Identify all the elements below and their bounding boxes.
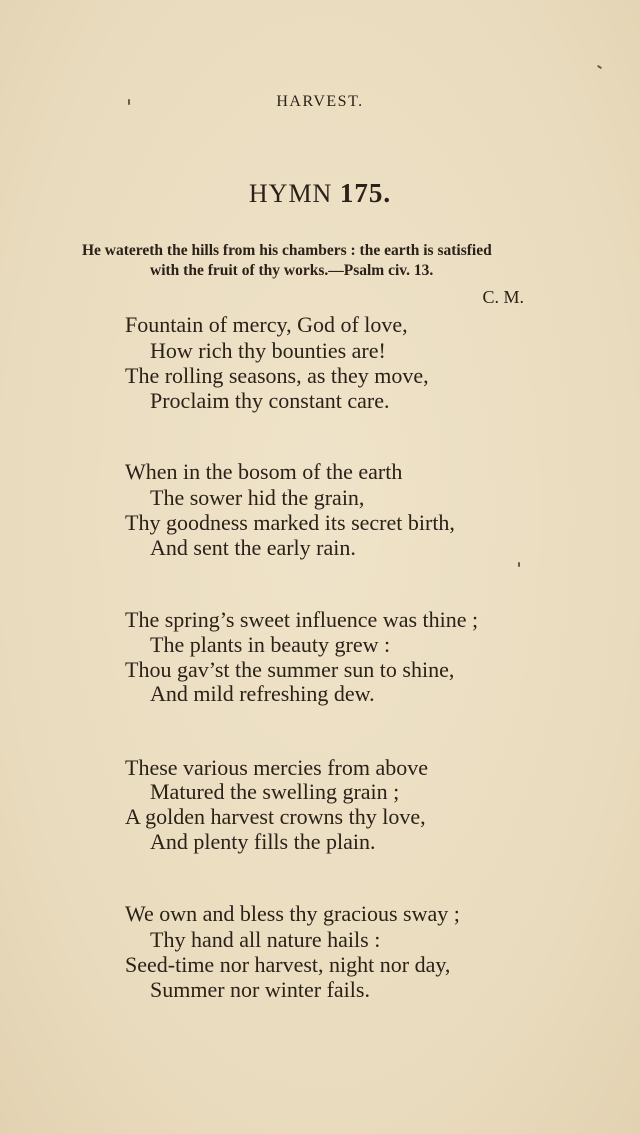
running-head: HARVEST. — [276, 93, 364, 110]
verse-line: The spring’s sweet influence was thine ; — [125, 607, 479, 632]
verse-line: And plenty fills the plain. — [150, 829, 376, 854]
verse-line: These various mercies from above — [125, 755, 428, 780]
verse-line: Fountain of mercy, God of love, — [125, 312, 408, 337]
verse-line: And mild refreshing dew. — [150, 681, 375, 706]
meter-label: C. M. — [482, 287, 524, 307]
ink-speck — [518, 562, 520, 567]
verse-line: When in the bosom of the earth — [125, 459, 403, 484]
verse-line: How rich thy bounties are! — [150, 338, 386, 363]
hymn-title — [0, 178, 640, 209]
verse-line: Seed-time nor harvest, night nor day, — [125, 952, 451, 977]
verse-line: The sower hid the grain, — [150, 485, 365, 510]
verse-line: Thy goodness marked its secret birth, — [125, 510, 455, 535]
verse-line: And sent the early rain. — [150, 535, 356, 560]
verse-line: Thy hand all nature hails : — [150, 927, 381, 952]
verse-line: Proclaim thy constant care. — [150, 388, 390, 413]
hymn-prefix: HYMN — [248, 179, 333, 208]
verse-line: We own and bless thy gracious sway ; — [125, 901, 460, 926]
hymn-number: 175. — [339, 178, 392, 208]
epigraph-line-2: with the fruit of thy works.—Psalm civ. 13. — [150, 262, 434, 279]
verse-line: A golden harvest crowns thy love, — [125, 804, 426, 829]
ink-speck — [597, 65, 602, 70]
verse-line: The plants in beauty grew : — [150, 632, 391, 657]
epigraph-line-1: He watereth the hills from his chambers : the earth is satisfied — [82, 242, 492, 259]
verse-line: Summer nor winter fails. — [150, 977, 370, 1002]
verse-line: Matured the swelling grain ; — [150, 779, 400, 804]
verse-line: Thou gav’st the summer sun to shine, — [125, 657, 455, 682]
verse-line: The rolling seasons, as they move, — [125, 363, 429, 388]
